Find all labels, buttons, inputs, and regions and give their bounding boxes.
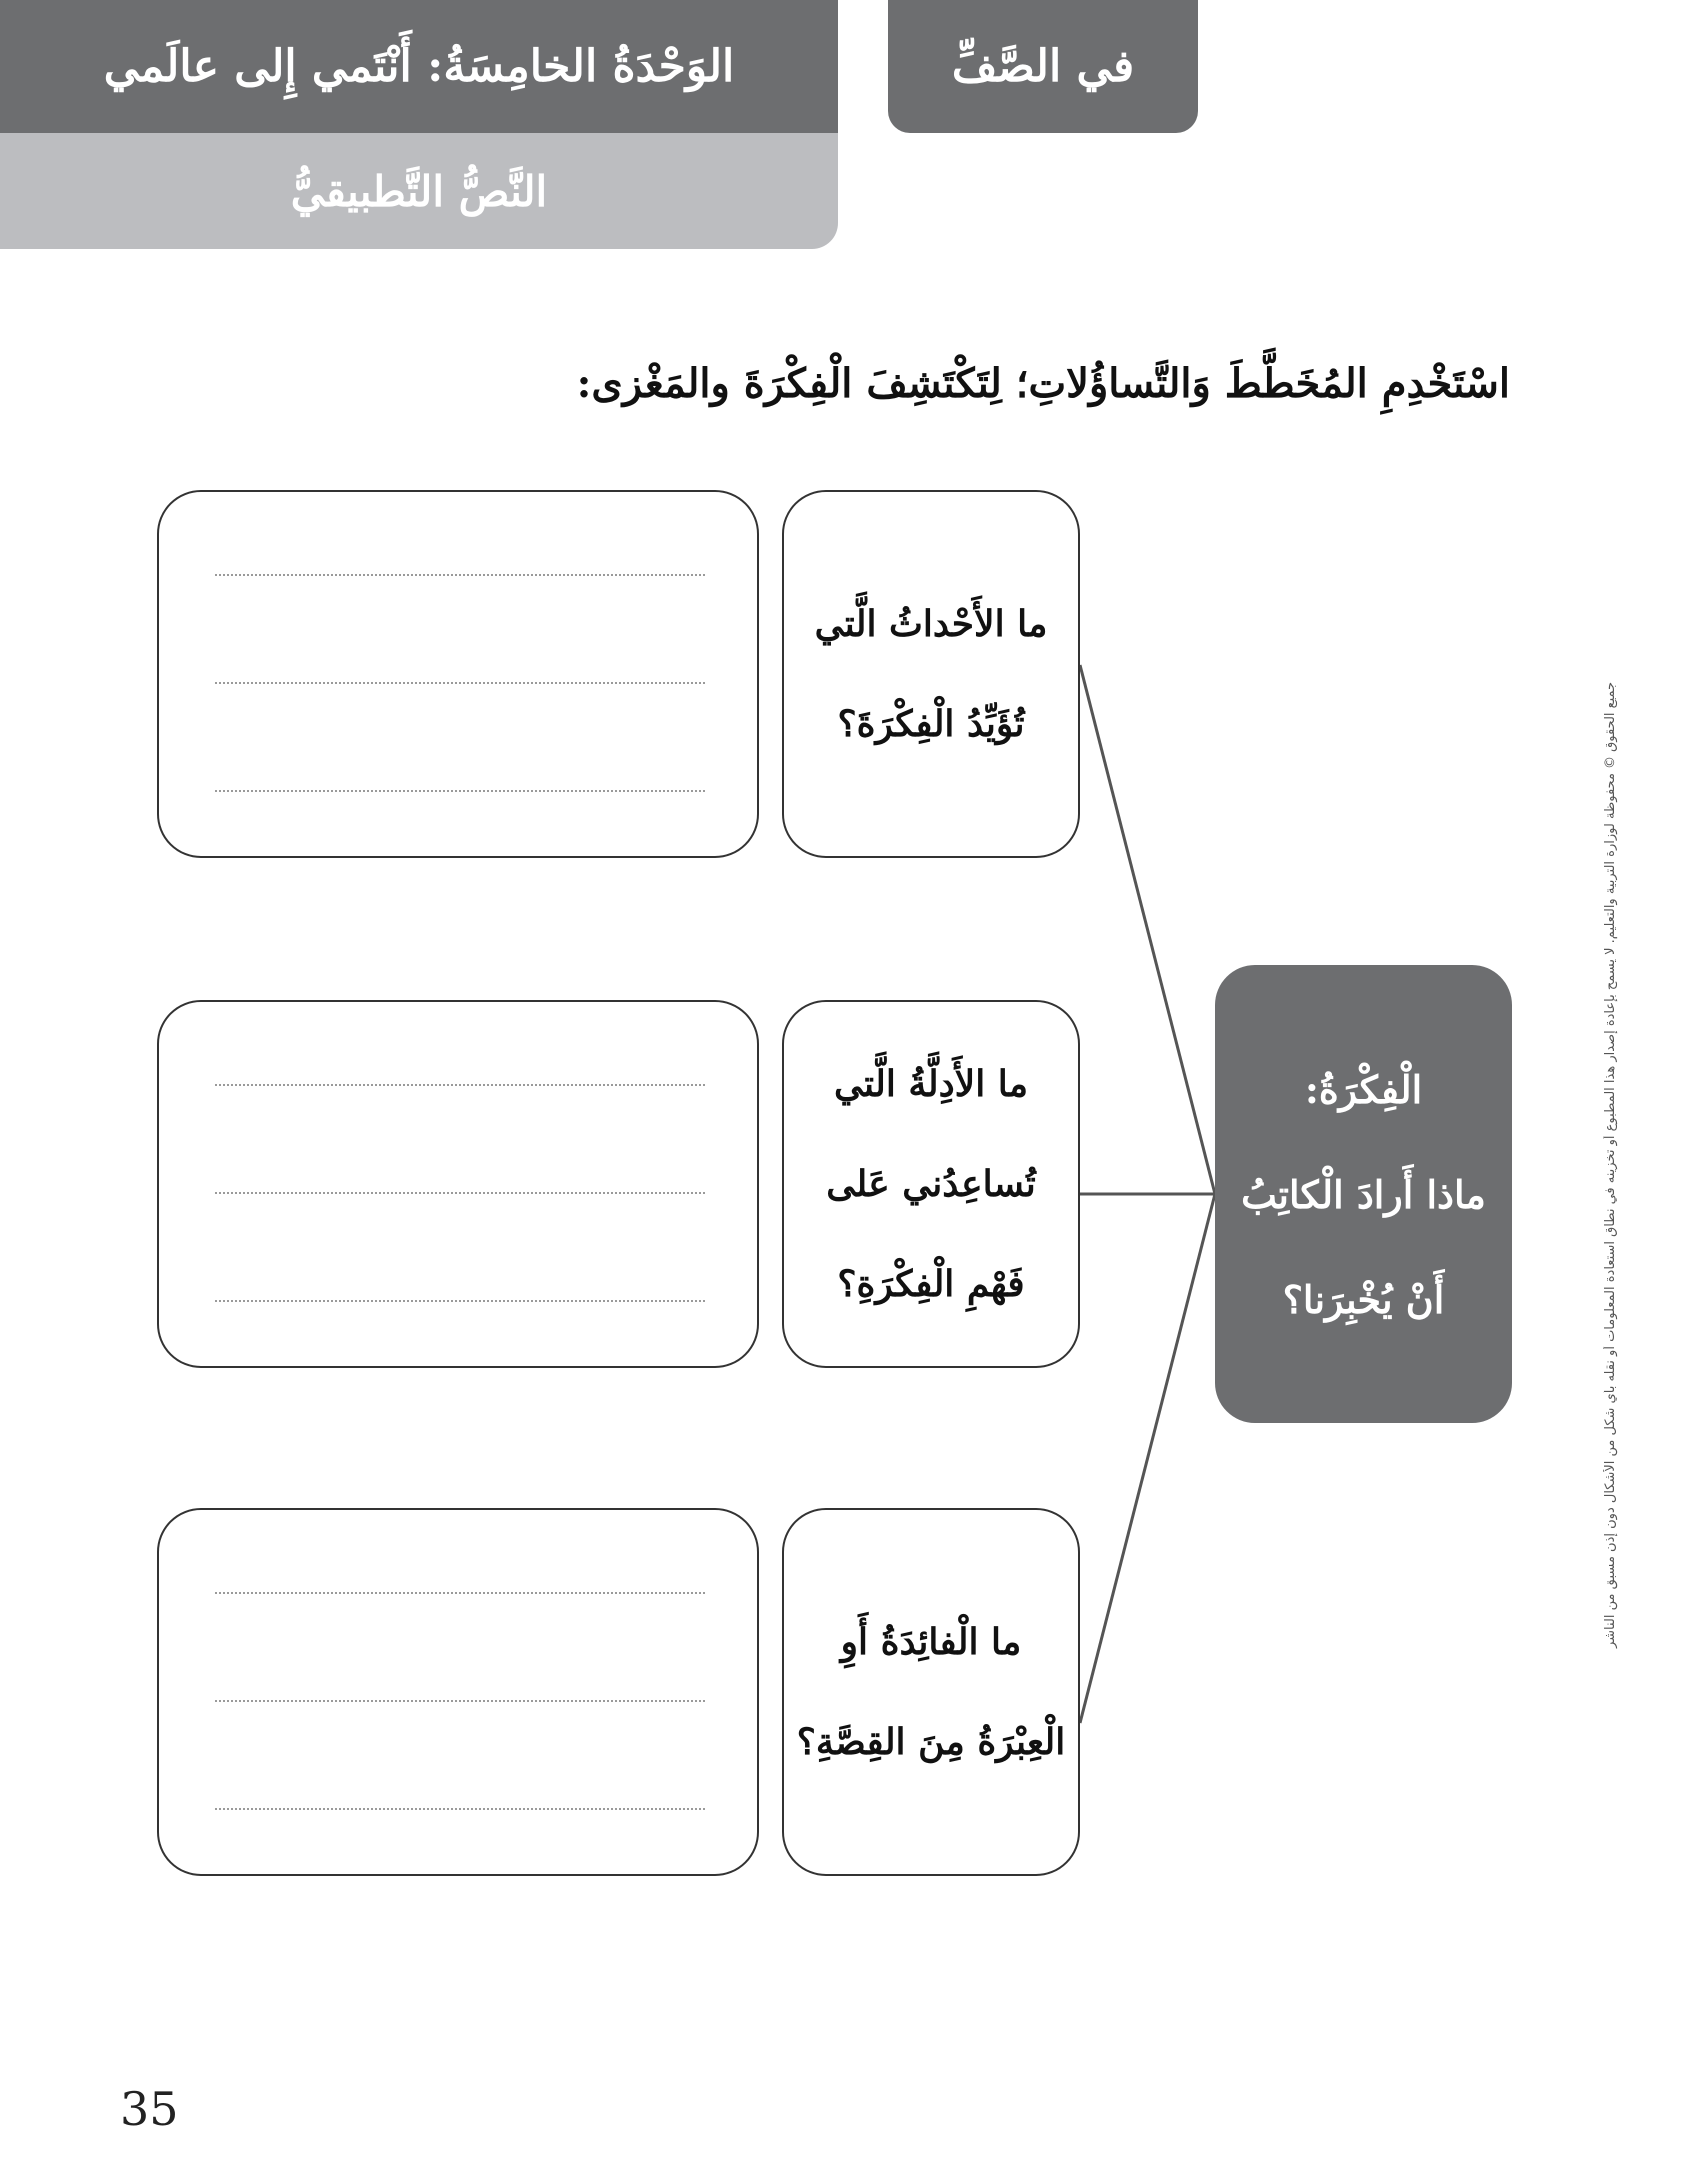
page-number: 35 (120, 2082, 179, 2136)
writing-line (215, 1300, 705, 1302)
writing-line (215, 1700, 705, 1702)
idea-question: ماذا أَرادَ الْكاتِبُ أَنْ يُخْبِرَنا؟ (1241, 1171, 1486, 1322)
writing-line (215, 682, 705, 684)
idea-label: الْفِكْرَةُ: (1304, 1066, 1423, 1112)
unit-title: الوَحْدَةُ الخامِسَةُ: أَنْتَمي إِلى عالَمي (0, 0, 838, 133)
idea-box (1215, 965, 1512, 1423)
writing-line (215, 1084, 705, 1086)
question-box-lesson: ما الْفائِدَةُ أَوِ الْعِبْرَةُ مِنَ القِصَّةِ؟ (782, 1508, 1080, 1876)
lesson-subtitle: النَّصُّ التَّطبيقيُّ (0, 133, 838, 249)
question-box-evidence: ما الأَدِلَّةُ الَّتي تُساعِدُني عَلى فَهْمِ الْفِكْرَةِ؟ (782, 1000, 1080, 1368)
instruction-text: اسْتَخْدِمِ المُخَطَّطَ وَالتَّساؤُلاتِ؛ لِتَكْتَشِفَ الْفِكْرَةَ والمَغْزى: (576, 360, 1510, 407)
answer-box-events[interactable] (157, 490, 759, 858)
answer-box-lesson[interactable] (157, 1508, 759, 1876)
answer-box-evidence[interactable] (157, 1000, 759, 1368)
writing-line (215, 1592, 705, 1594)
writing-line (215, 790, 705, 792)
writing-line (215, 1192, 705, 1194)
writing-line (215, 574, 705, 576)
copyright-note: جميع الحقوق © محفوظة لوزارة التربية والتعليم. لا يسمح بإعادة إصدار هذا المطبوع أو تخزينه في نطاق استعادة المعلومات أو نقله بأي شكل من الأشكال دون إذن مسبق من الناشر (1603, 681, 1618, 1649)
question-box-events: ما الأَحْداثُ الَّتي تُؤَيِّدُ الْفِكْرَةَ؟ (782, 490, 1080, 858)
class-label: في الصَّفِّ (888, 0, 1198, 133)
writing-line (215, 1808, 705, 1810)
